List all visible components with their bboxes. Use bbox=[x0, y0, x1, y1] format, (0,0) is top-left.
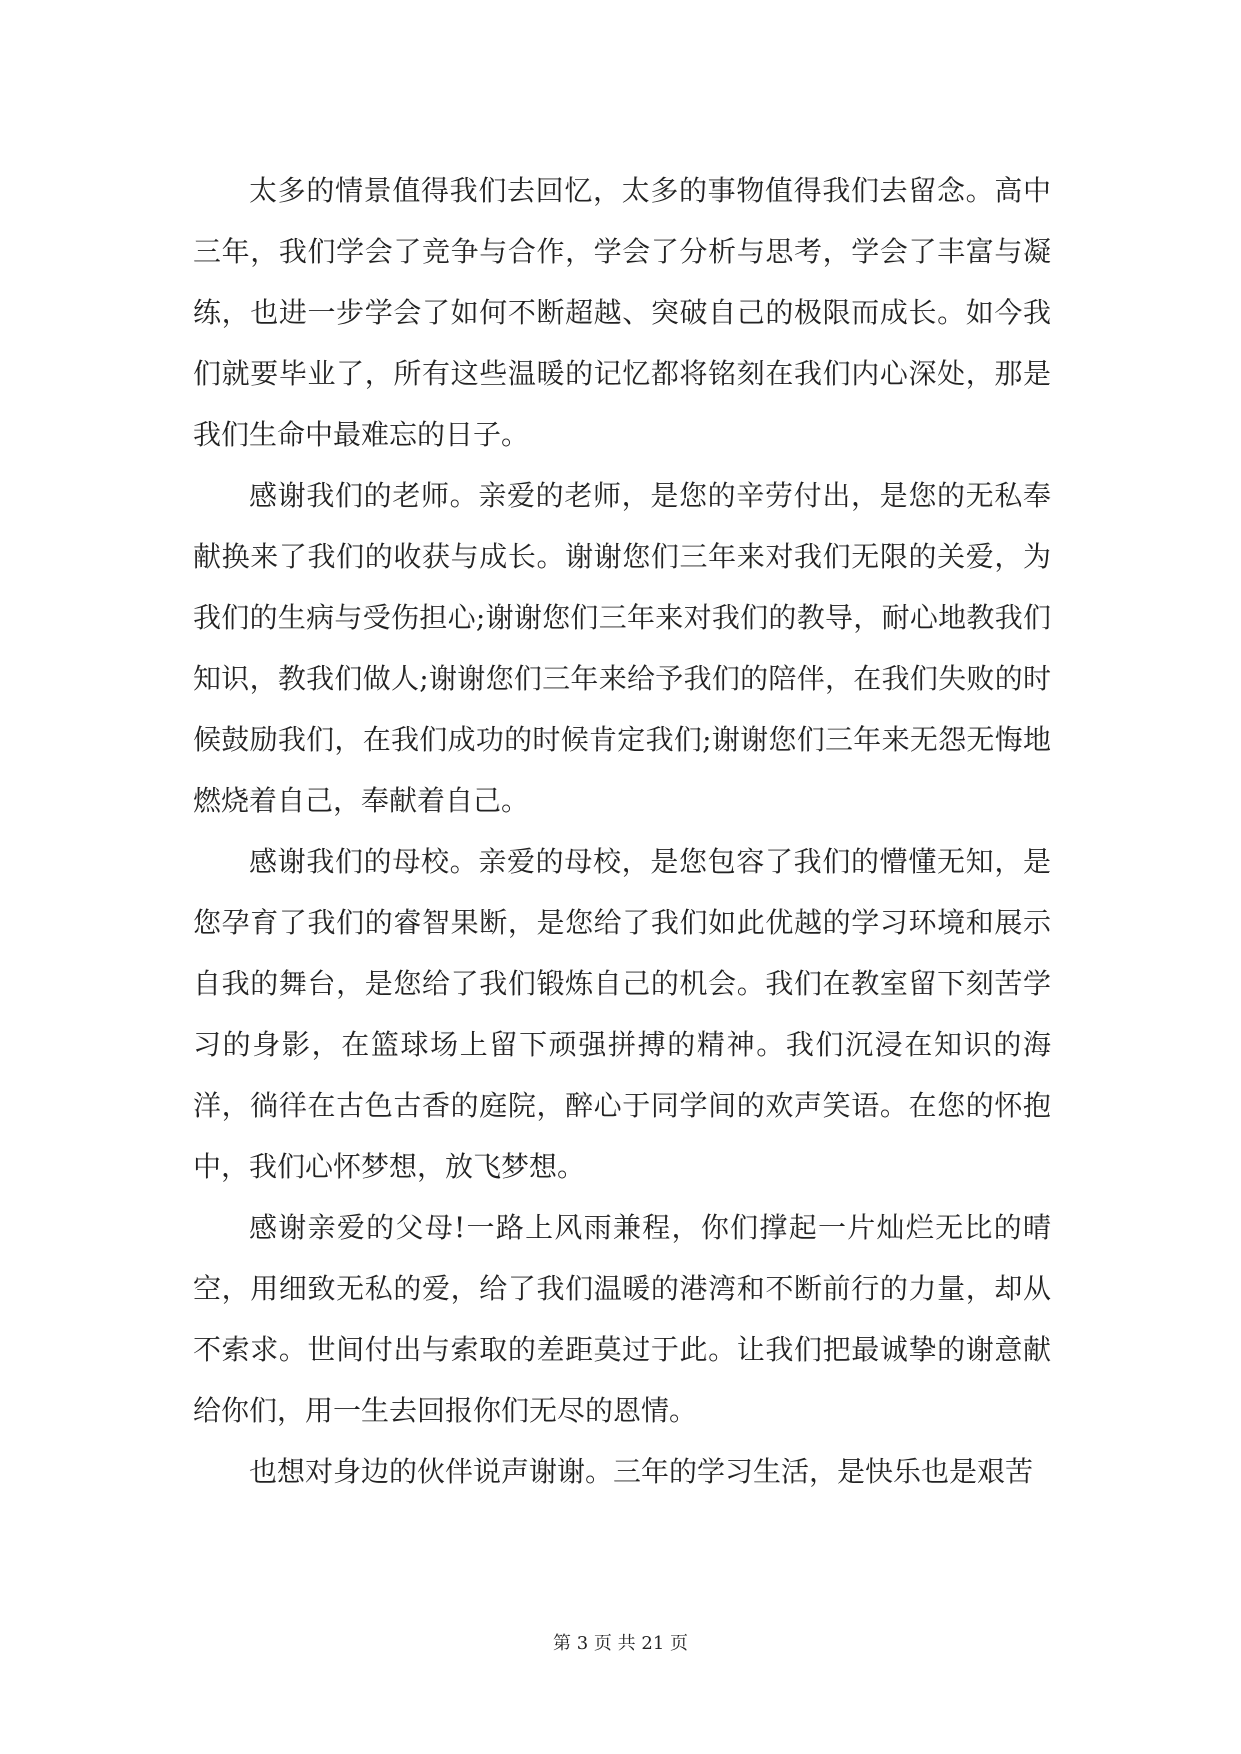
footer-current-page: 3 bbox=[576, 1633, 589, 1654]
footer-total-pages: 21 bbox=[641, 1633, 665, 1654]
footer-suffix: 页 bbox=[670, 1633, 689, 1654]
paragraph-thanks-school: 感谢我们的母校。亲爱的母校，是您包容了我们的懵懂无知，是您孕育了我们的睿智果断，是您给了我们如此优越的学习环境和展示自我的舞台，是您给了我们锻炼自己的机会。我们在教室留下刻苦学习的身影，在篮球场上留下顽强拼搏的精神。我们沉浸在知识的海洋，徜徉在古色古香的庭院，醉心于同学间的欢声笑语。在您的怀抱中，我们心怀梦想，放飞梦想。 bbox=[193, 845, 1051, 1183]
paragraph-memories: 太多的情景值得我们去回忆，太多的事物值得我们去留念。高中三年，我们学会了竞争与合作，学会了分析与思考，学会了丰富与凝练，也进一步学会了如何不断超越、突破自己的极限而成长。如今我们就要毕业了，所有这些温暖的记忆都将铭刻在我们内心深处，那是我们生命中最难忘的日子。 bbox=[193, 174, 1051, 451]
body-text bbox=[193, 160, 1051, 1502]
paragraph-thanks-friends: 也想对身边的伙伴说声谢谢。三年的学习生活，是快乐也是艰苦 bbox=[249, 1455, 1034, 1488]
paragraph-thanks-teachers: 感谢我们的老师。亲爱的老师，是您的辛劳付出，是您的无私奉献换来了我们的收获与成长。谢谢您们三年来对我们无限的关爱，为我们的生病与受伤担心;谢谢您们三年来对我们的教导，耐心地教我们知识，教我们做人;谢谢您们三年来给予我们的陪伴，在我们失败的时候鼓励我们，在我们成功的时候肯定我们;谢谢您们三年来无怨无悔地燃烧着自己，奉献着自己。 bbox=[193, 479, 1051, 817]
footer-prefix: 第 bbox=[552, 1633, 571, 1654]
footer-middle: 页 共 bbox=[593, 1633, 636, 1654]
page-footer bbox=[0, 1632, 1241, 1656]
paragraph-thanks-parents: 感谢亲爱的父母!一路上风雨兼程，你们撑起一片灿烂无比的晴空，用细致无私的爱，给了我们温暖的港湾和不断前行的力量，却从不索求。世间付出与索取的差距莫过于此。让我们把最诚挚的谢意献给你们，用一生去回报你们无尽的恩情。 bbox=[193, 1211, 1051, 1427]
